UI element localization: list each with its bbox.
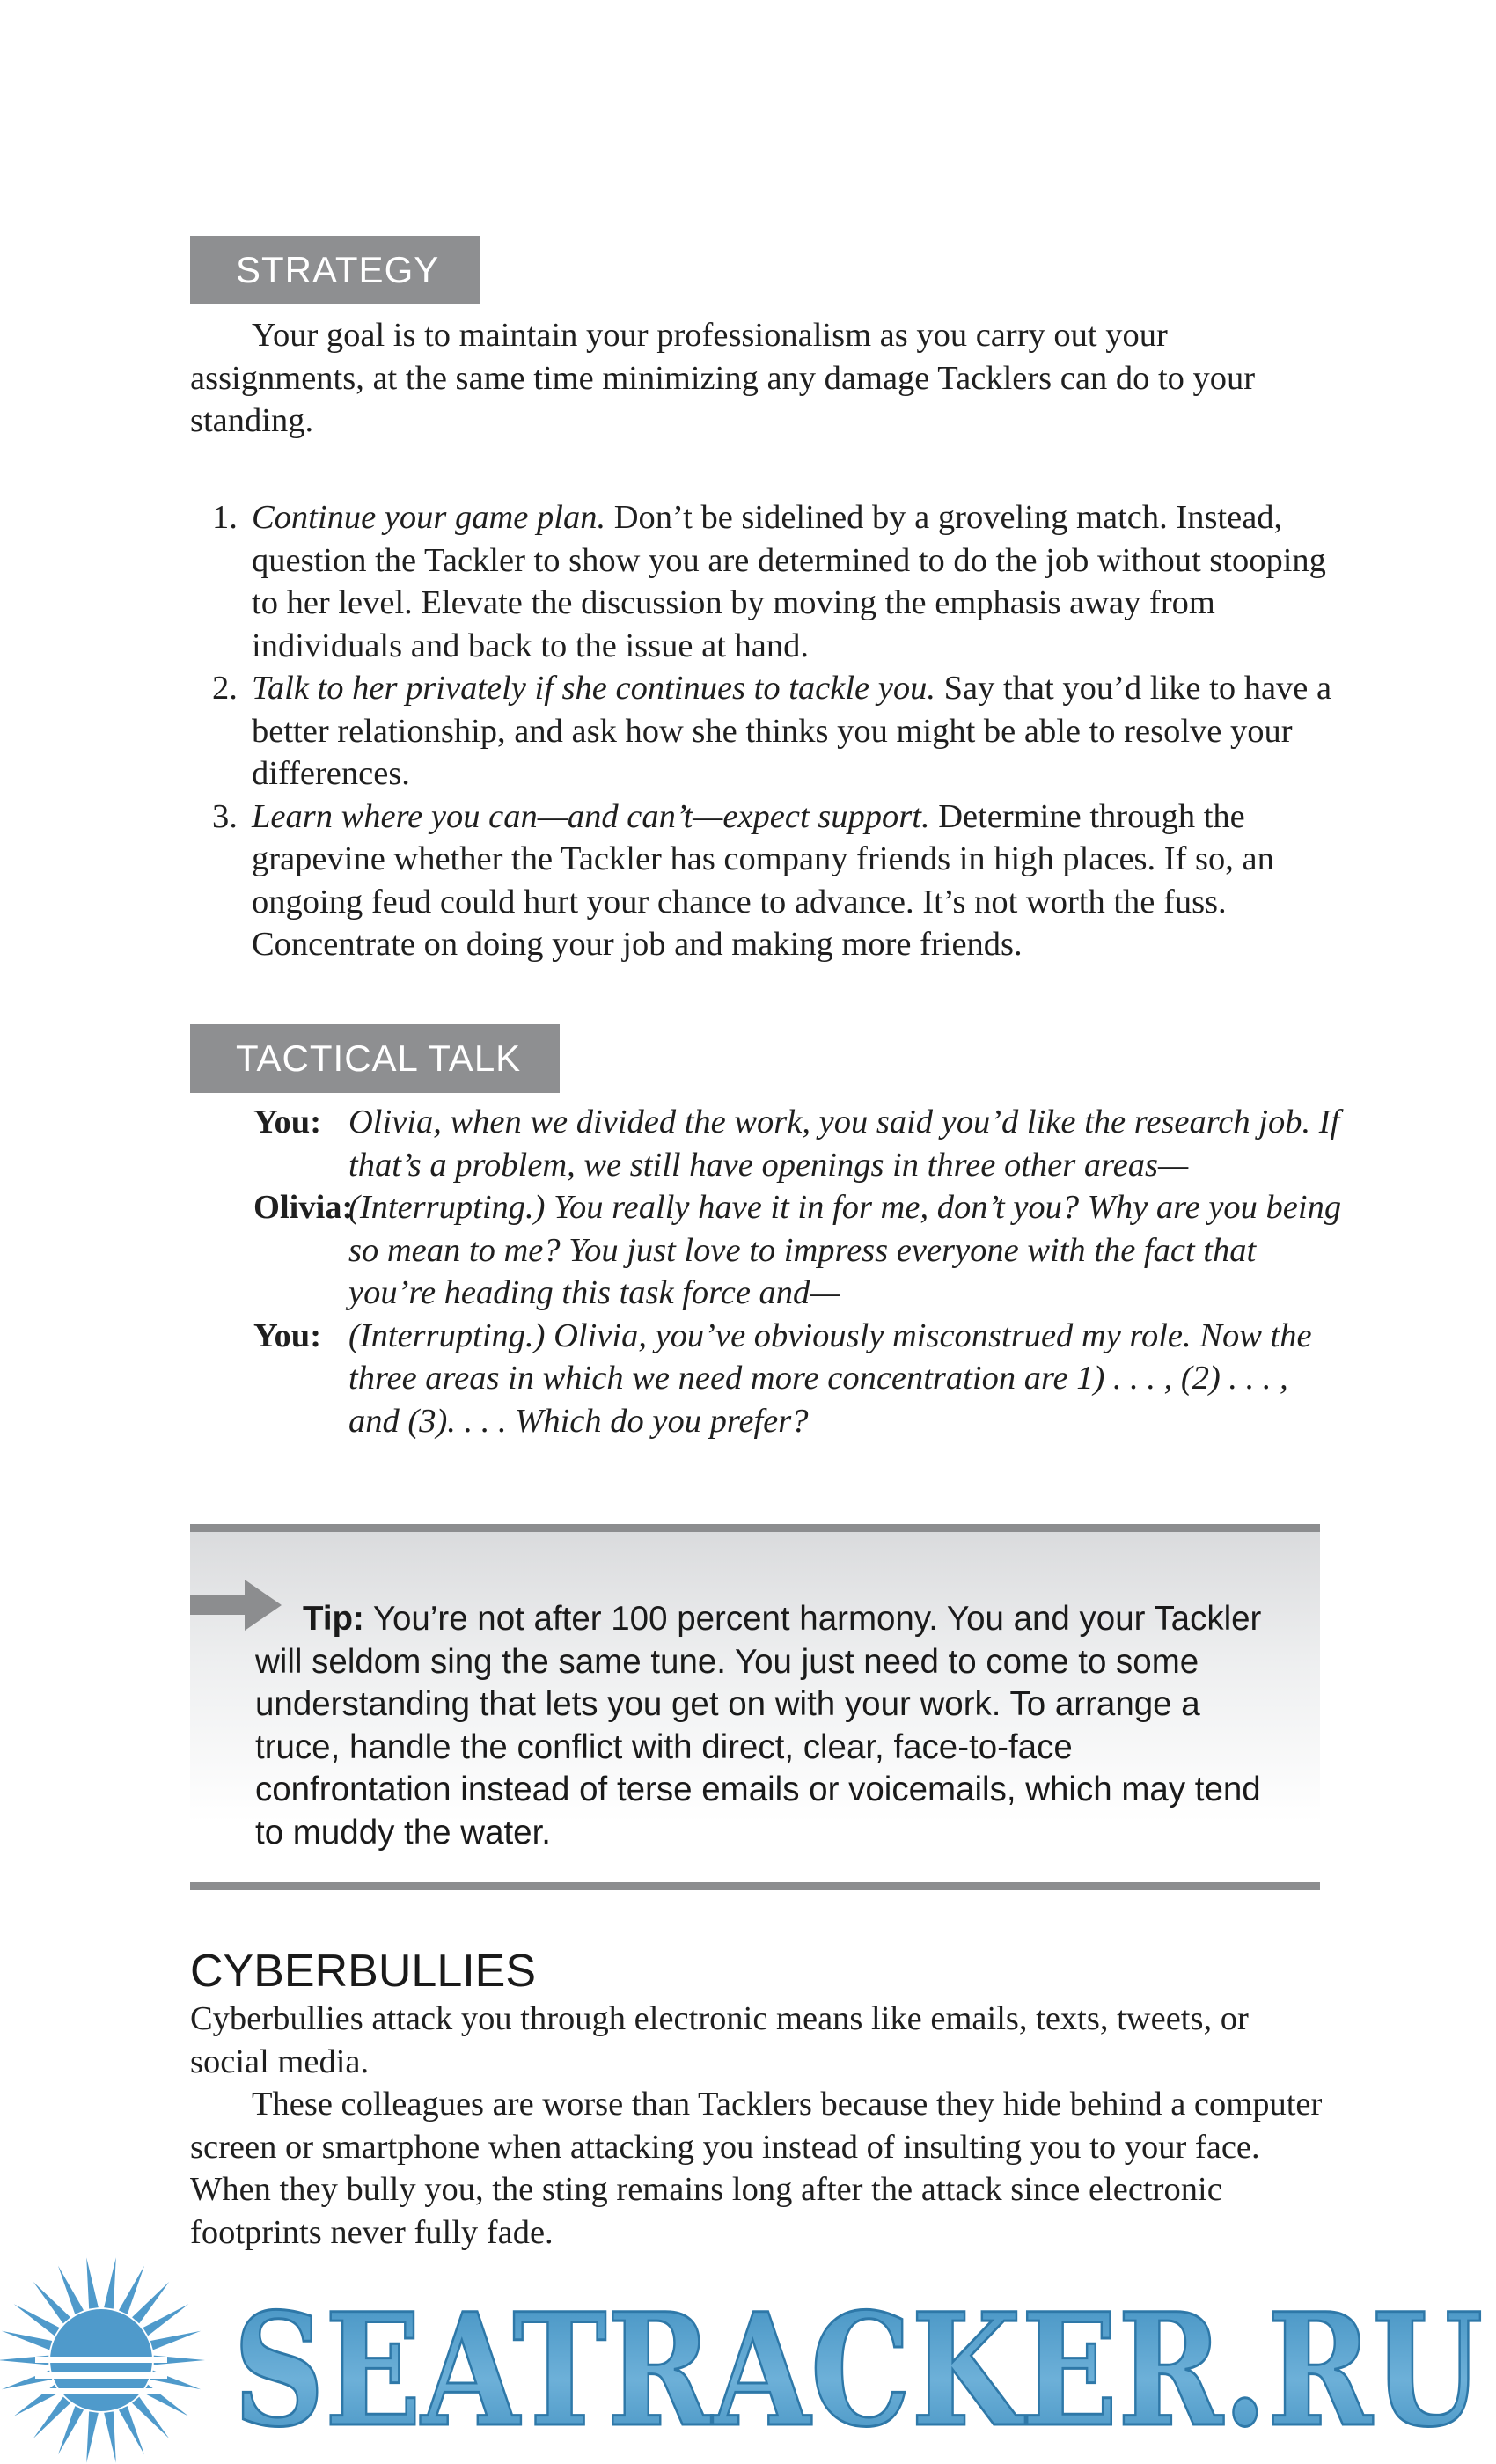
sun-ray [86,2257,99,2308]
cyberbullies-paragraph-1: Cyberbullies attack you through electronic means like emails, texts, tweets, or social media. [190,2000,1249,2080]
strategy-label: STRATEGY [190,236,480,304]
cyberbullies-body [190,1998,1334,2254]
strategy-item-number: 3. [212,797,238,835]
strategy-list [190,496,1343,966]
tactical-talk-label: TACTICAL TALK [190,1024,560,1093]
dialogue-turn-1 [253,1101,1345,1186]
sun-burst-icon [0,2257,205,2463]
strategy-item-lead: Learn where you can—and can’t—expect support. [252,797,930,835]
strategy-item-lead: Talk to her privately if she continues to tackle you. [252,670,935,707]
tip-label: Tip: [303,1600,364,1638]
strategy-item-2 [190,667,1343,796]
strategy-item-text: Don’t be sidelined by a groveling match. Instead, question the Tackler to show you are determined to do the job without stooping to her level. Elevate the discussion by moving the emphasis away from individuals and back to the issue at hand. [252,499,1326,664]
sun-ray [104,2411,116,2462]
strategy-item-lead: Continue your game plan. [252,499,606,536]
cyberbullies-heading: CYBERBULLIES [190,1946,537,1997]
sun-ray [104,2257,116,2308]
sun-ray [119,2406,144,2454]
dialogue-turn-3 [253,1315,1345,1443]
tip-text [255,1598,1276,1854]
dialogue-turn-2 [253,1186,1345,1315]
cyberbullies-paragraph-2: These colleagues are worse than Tacklers because they hide behind a computer screen or smartphone when attacking you instead of insulting you to your face. When they bully you, the sting remains long after the attack since electronic footprints never fully fade. [190,2086,1323,2251]
dialogue-speaker: You: [253,1104,322,1140]
sun-ray [150,2331,201,2350]
strategy-item-number: 2. [212,670,238,707]
sun-ray [86,2411,99,2462]
tactical-talk-dialogue [253,1101,1345,1442]
tip-box [190,1524,1320,1890]
strategy-item-1 [190,496,1343,667]
strategy-item-text: Say that you’d like to have a better relationship, and ask how she thinks you might be able to resolve your differences. [252,670,1332,792]
tip-body: You’re not after 100 percent harmony. You and your Tackler will seldom sing the same tune. You just need to come to some understanding that lets you get on with your work. To arrange a truce, handle the conflict with direct, clear, face-to-face confrontation instead of terse emails or voicemails, which may tend to muddy the water. [255,1600,1262,1852]
dialogue-speech: (Interrupting.) You really have it in for me, don’t you? Why are you being so mean to me? You just love to impress everyone with the fact that you’re heading this task force and— [348,1189,1342,1311]
sun-ray [58,2406,84,2454]
strategy-intro [190,314,1334,443]
strategy-item-number: 1. [212,499,238,536]
strategy-item-3 [190,796,1343,966]
sun-ray [2,2331,52,2350]
sun-ray [58,2266,84,2314]
watermark-logo [0,2253,1496,2464]
dialogue-speaker: Olivia: [253,1189,354,1226]
strategy-item-text: Determine through the grapevine whether the Tackler has company friends in high places. If so, an ongoing feud could hurt your chance to advance. It’s not worth the fuss. Concentrate on doing your job and making more friends. [252,797,1274,963]
dialogue-speaker: You: [253,1316,322,1354]
dialogue-speech: Olivia, when we divided the work, you said you’d like the research job. If that’s a problem, we still have openings in three other areas— [348,1104,1340,1184]
sun-ray [119,2266,144,2314]
dialogue-speech: (Interrupting.) Olivia, you’ve obviously misconstrued my role. Now the three areas in which we need more concentration are 1) . . . , (2) . . . , and (3). . . . Which do you prefer? [348,1316,1312,1440]
watermark-text: SEATRACKER.RU [233,2279,1483,2461]
strategy-intro-paragraph: Your goal is to maintain your professionalism as you carry out your assignments, at the same time minimizing any damage Tacklers can do to your standing. [190,317,1256,439]
